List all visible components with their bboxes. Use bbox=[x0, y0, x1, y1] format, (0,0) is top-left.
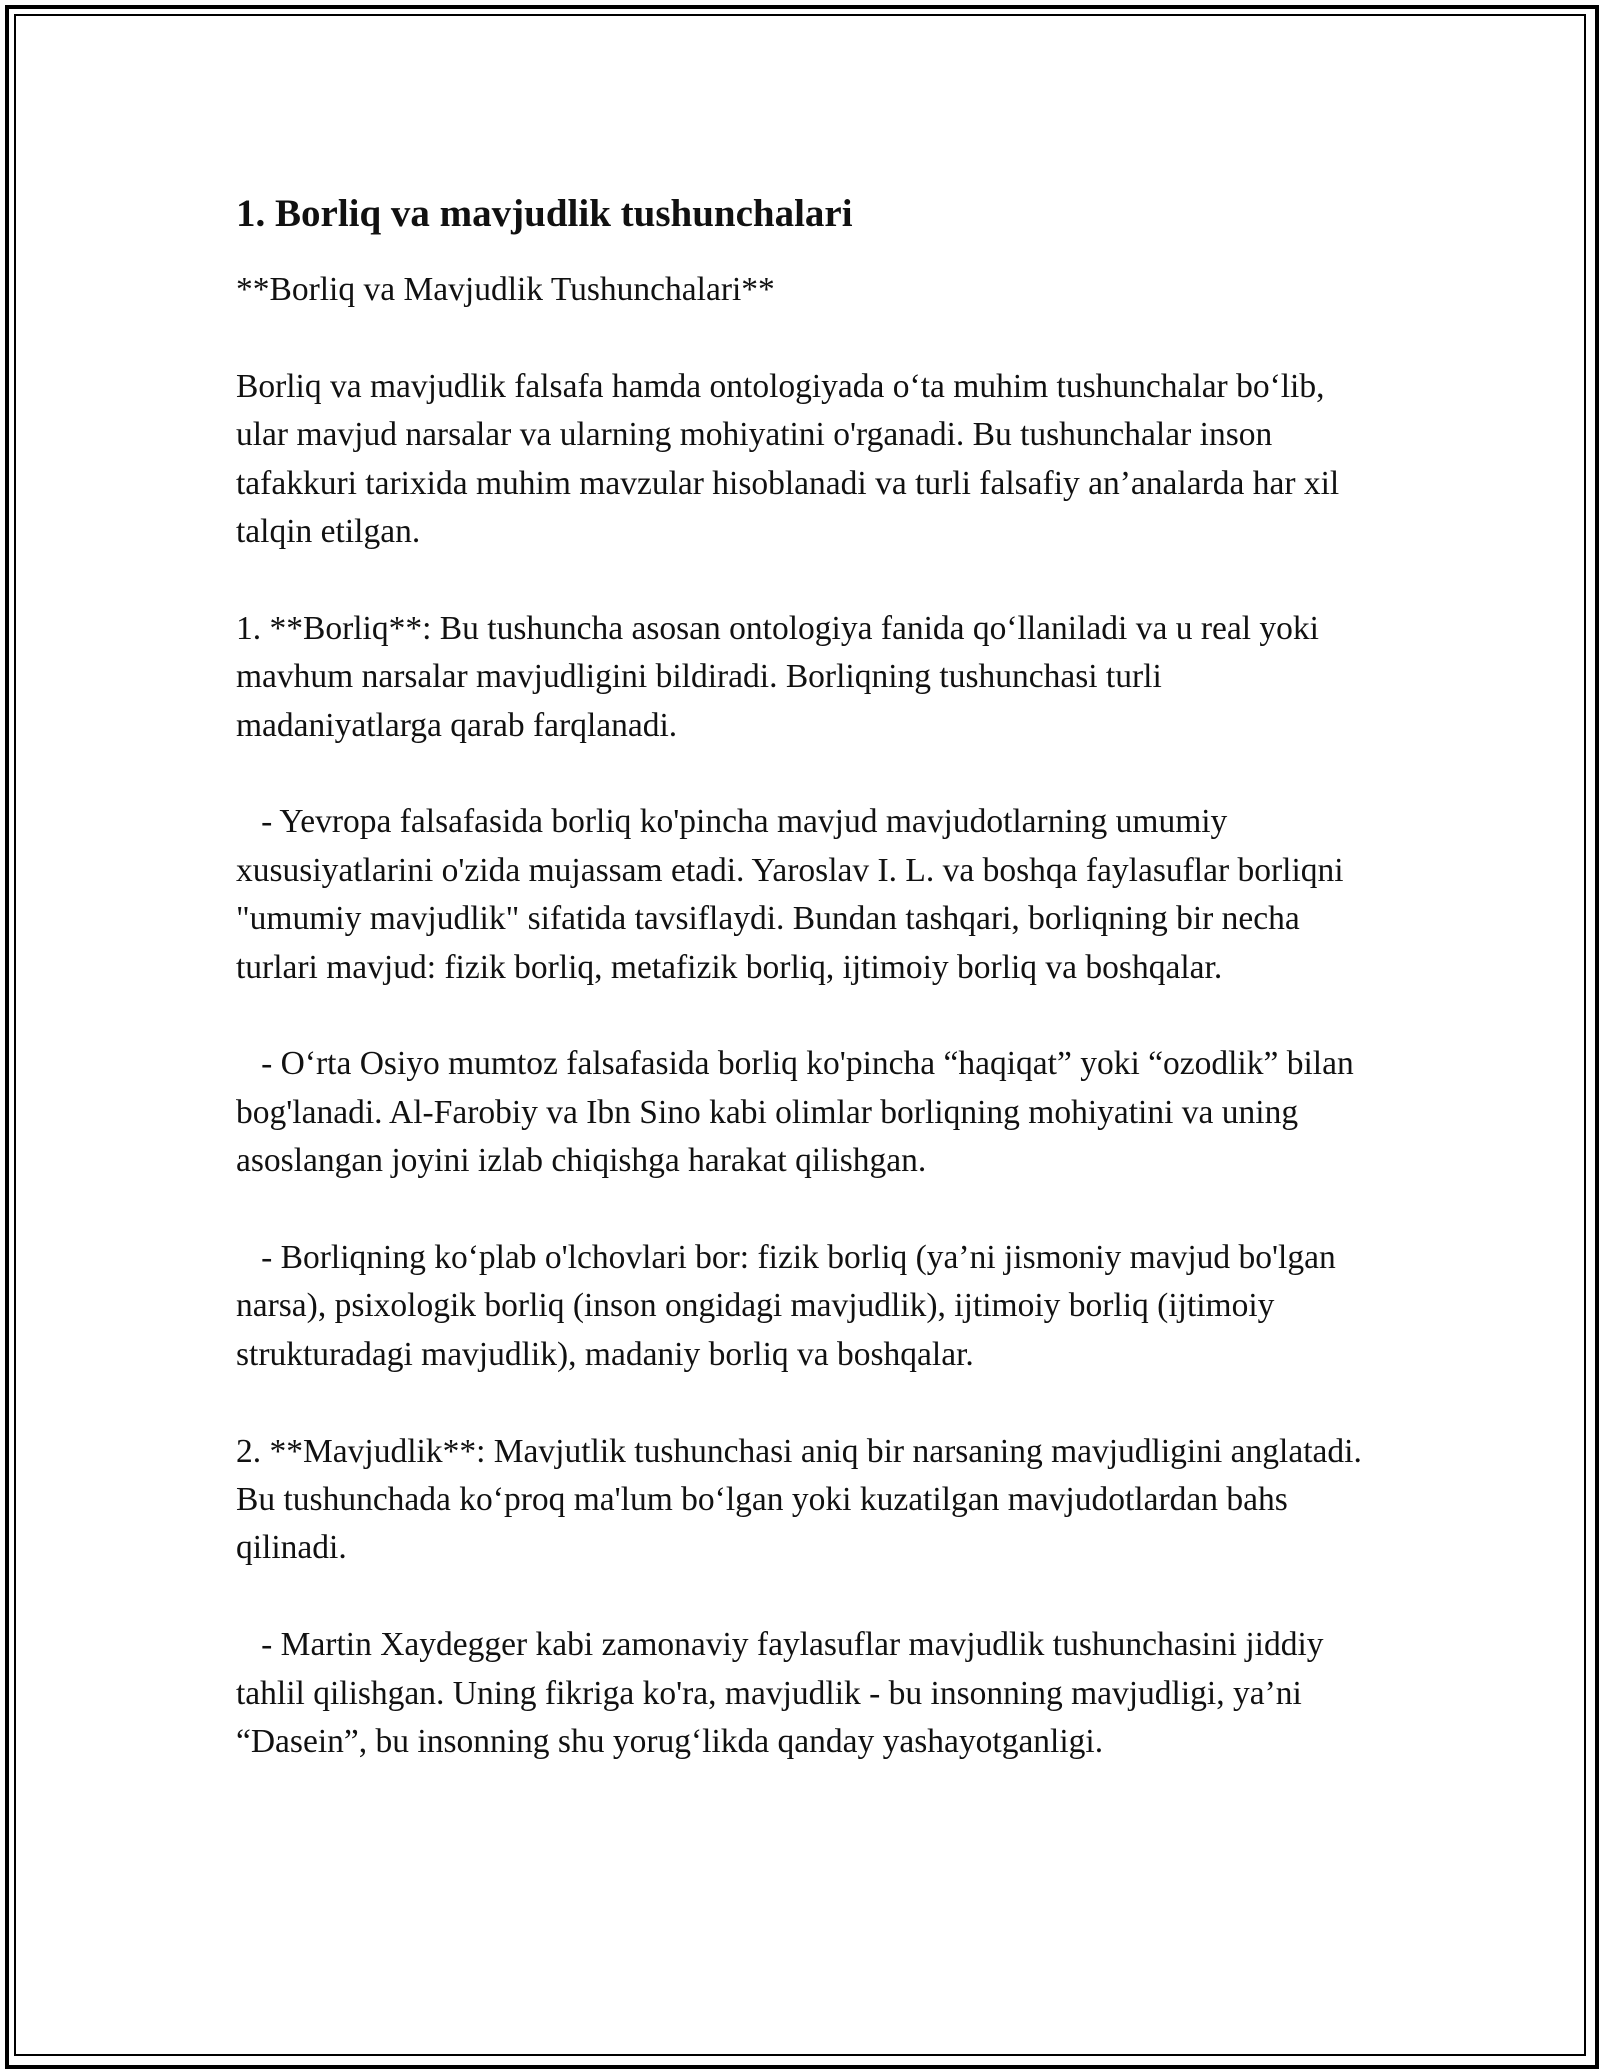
mavjudlik-paragraph: 2. **Mavjudlik**: Mavjutlik tushunchasi aniq bir narsaning mavjudligini anglatadi. Bu tushunchada ko‘proq ma'lum bo‘lgan yoki kuzatilgan mavjudotlardan bahs qilinadi. bbox=[236, 1432, 1371, 1567]
central-asia-paragraph: - O‘rta Osiyo mumtoz falsafasida borliq ko'pincha “haqiqat” yoki “ozodlik” bilan bog'lanadi. Al-Farobiy va Ibn Sino kabi olimlar borliqning mohiyatini va uning asoslangan joyini izlab chiqishga harakat qilishgan. bbox=[236, 1045, 1363, 1180]
document-body bbox=[236, 188, 1371, 1766]
europe-paragraph: - Yevropa falsafasida borliq ko'pincha mavjud mavjudotlarning umumiy xususiyatlarini o'zida mujassam etadi. Yaroslav I. L. va boshqa faylasuflar borliqni "umumiy mavjudlik" sifatida tavsiflaydi. Bundan tashqari, borliqning bir necha turlari mavjud: fizik borliq, metafizik borliq, ijtimoiy borliq va boshqalar. bbox=[236, 803, 1352, 986]
intro-paragraph: Borliq va mavjudlik falsafa hamda ontologiyada o‘ta muhim tushunchalar bo‘lib, ular mavjud narsalar va ularning mohiyatini o'rganadi. Bu tushunchalar inson tafakkuri tarixida muhim mavzular hisoblanadi va turli falsafiy an’analarda har xil talqin etilgan. bbox=[236, 367, 1348, 551]
paragraph-gap bbox=[236, 992, 1366, 1040]
paragraph-gap bbox=[236, 556, 1366, 604]
dimensions-paragraph: - Borliqning ko‘plab o'lchovlari bor: fizik borliq (ya’ni jismoniy mavjud bo'lgan narsa), psixologik borliq (inson ongidagi mavjudlik), ijtimoiy borliq (ijtimoiy strukturadagi mavjudlik), madaniy borliq va boshqalar. bbox=[236, 1239, 1345, 1373]
paragraph-gap bbox=[236, 1186, 1366, 1234]
paragraph-gap bbox=[236, 750, 1366, 798]
borliq-paragraph: 1. **Borliq**: Bu tushuncha asosan ontologiya fanida qo‘llaniladi va u real yoki mavhum narsalar mavjudligini bildiradi. Borliqning tushunchasi turli madaniyatlarga qarab farqlanadi. bbox=[236, 609, 1328, 744]
subtitle-paragraph: **Borliq va Mavjudlik Tushunchalari** bbox=[236, 271, 775, 308]
paragraph-gap bbox=[236, 314, 1366, 362]
paragraph-gap bbox=[236, 1573, 1366, 1621]
paragraph-gap bbox=[236, 1379, 1366, 1427]
document-title: 1. Borliq va mavjudlik tushunchalari bbox=[236, 192, 853, 235]
heidegger-paragraph: - Martin Xaydegger kabi zamonaviy faylasuflar mavjudlik tushunchasini jiddiy tahlil qilishgan. Uning fikriga ko'ra, mavjudlik - bu insonning mavjudligi, ya’ni “Dasein”, bu insonning shu yorug‘likda qanday yashayotganligi. bbox=[236, 1626, 1332, 1761]
